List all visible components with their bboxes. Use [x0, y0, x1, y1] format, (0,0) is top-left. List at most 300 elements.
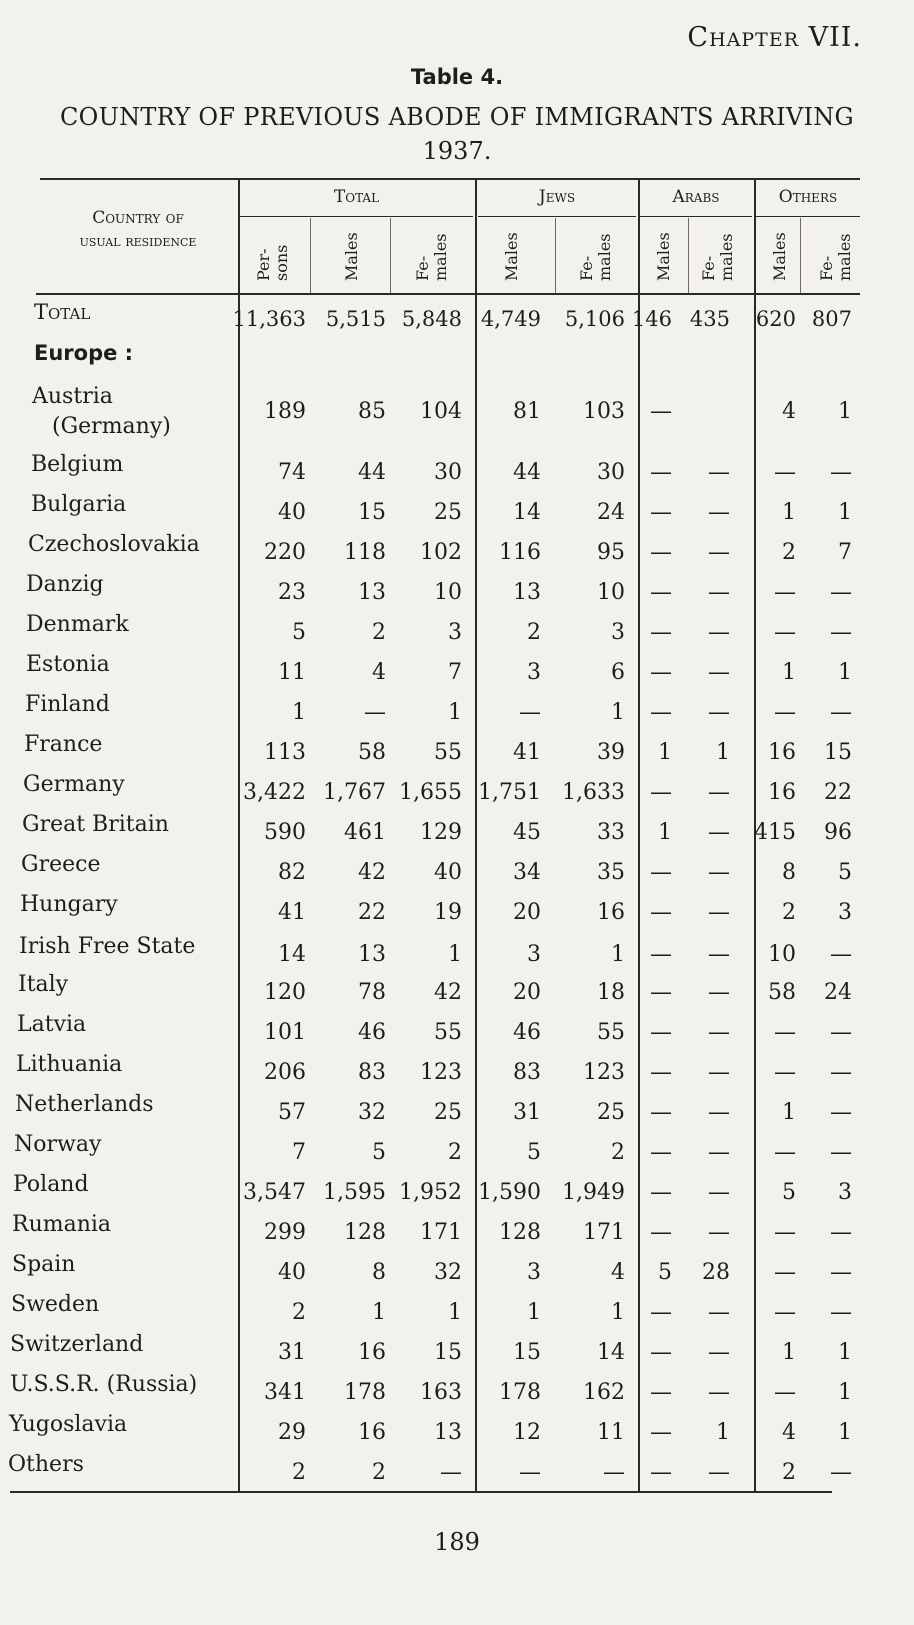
table-cell: —: [519, 1460, 541, 1485]
table-cell: 116: [499, 540, 541, 565]
table-cell: 1: [611, 700, 625, 725]
table-cell: 13: [358, 580, 386, 605]
table-cell: —: [650, 1100, 672, 1125]
table-cell: 2: [782, 1460, 796, 1485]
table-cell: —: [830, 1260, 852, 1285]
table-cell: —: [650, 1340, 672, 1365]
subheader-3: [503, 211, 521, 281]
table-cell: 1: [448, 1300, 462, 1325]
table-cell: —: [708, 580, 730, 605]
table-cell: 30: [434, 460, 462, 485]
table-cell: 102: [420, 540, 462, 565]
table-cell: —: [830, 460, 852, 485]
table-cell: —: [650, 1420, 672, 1445]
table-cell: 14: [278, 942, 306, 967]
table-cell: —: [650, 860, 672, 885]
table-cell: 74: [278, 460, 306, 485]
subcolumn-divider: [310, 218, 311, 293]
group-header-total: Total: [333, 187, 380, 207]
table-cell: 15: [513, 1340, 541, 1365]
table-cell: 85: [358, 399, 386, 424]
table-cell: —: [774, 1060, 796, 1085]
header-top-rule: [40, 178, 860, 180]
table-cell: —: [650, 1380, 672, 1405]
table-cell: 4: [611, 1260, 625, 1285]
table-cell: 32: [434, 1260, 462, 1285]
table-cell: 41: [513, 740, 541, 765]
table-cell: 28: [702, 1260, 730, 1285]
table-cell: 590: [264, 820, 306, 845]
table-cell: 5: [292, 620, 306, 645]
row-label: Norway: [14, 1132, 102, 1157]
table-cell: 104: [420, 399, 462, 424]
table-cell: 46: [513, 1020, 541, 1045]
table-cell: 40: [278, 500, 306, 525]
subheader-text: males: [431, 233, 450, 281]
table-cell: 15: [358, 500, 386, 525]
table-cell: —: [650, 399, 672, 424]
row-label-continued: (Germany): [52, 414, 171, 439]
row-label: U.S.S.R. (Russia): [10, 1372, 198, 1397]
table-cell: 1: [782, 500, 796, 525]
table-cell: —: [708, 820, 730, 845]
table-cell: 3: [527, 942, 541, 967]
table-cell: 103: [583, 399, 625, 424]
table-cell: 4,749: [480, 307, 541, 331]
table-cell: 3,422: [243, 780, 306, 805]
table-cell: 1,595: [323, 1180, 386, 1205]
table-cell: —: [774, 1020, 796, 1045]
table-cell: 81: [513, 399, 541, 424]
table-cell: —: [708, 780, 730, 805]
table-cell: —: [650, 580, 672, 605]
table-cell: 1,633: [562, 780, 625, 805]
table-cell: 25: [597, 1100, 625, 1125]
country-header-line2: usual residence: [79, 232, 197, 250]
row-label: Estonia: [26, 652, 110, 677]
table-title-line1: COUNTRY OF PREVIOUS ABODE OF IMMIGRANTS ARRIVING: [59, 103, 855, 131]
row-label: Netherlands: [15, 1092, 154, 1117]
row-label: Denmark: [26, 612, 129, 637]
table-cell: 16: [768, 780, 796, 805]
table-cell: 10: [597, 580, 625, 605]
table-cell: —: [650, 1060, 672, 1085]
table-cell: —: [830, 620, 852, 645]
table-cell: —: [708, 620, 730, 645]
table-cell: 8: [372, 1260, 386, 1285]
table-cell: 1: [782, 660, 796, 685]
table-cell: 7: [292, 1140, 306, 1165]
table-cell: 435: [689, 307, 730, 331]
table-cell: 178: [344, 1380, 386, 1405]
table-cell: —: [708, 540, 730, 565]
table-cell: —: [708, 500, 730, 525]
table-cell: —: [708, 660, 730, 685]
table-cell: 128: [344, 1220, 386, 1245]
table-cell: 3: [838, 1180, 852, 1205]
table-cell: 129: [420, 820, 462, 845]
table-cell: 1: [782, 1340, 796, 1365]
table-cell: 2: [292, 1460, 306, 1485]
table-cell: —: [774, 700, 796, 725]
subheader-text: Fe-: [699, 255, 718, 281]
table-cell: 35: [597, 860, 625, 885]
table-cell: 44: [358, 460, 386, 485]
table-cell: —: [774, 1300, 796, 1325]
table-cell: —: [650, 1140, 672, 1165]
table-cell: 1: [372, 1300, 386, 1325]
table-cell: 1: [838, 1420, 852, 1445]
table-cell: 1,952: [399, 1180, 462, 1205]
table-cell: —: [830, 580, 852, 605]
table-cell: 18: [597, 980, 625, 1005]
table-cell: 55: [434, 1020, 462, 1045]
table-cell: 11: [597, 1420, 625, 1445]
subheader-text: Males: [654, 232, 673, 281]
row-label: Poland: [13, 1172, 89, 1197]
group-header-others: Others: [778, 187, 838, 207]
table-cell: 83: [513, 1060, 541, 1085]
table-cell: 4: [782, 1420, 796, 1445]
country-header-line1: Country of: [92, 208, 184, 228]
table-cell: 13: [513, 580, 541, 605]
table-cell: 13: [434, 1420, 462, 1445]
table-cell: 78: [358, 980, 386, 1005]
table-cell: —: [830, 942, 852, 967]
table-cell: —: [650, 1020, 672, 1045]
subheader-text: Fe-: [817, 255, 836, 281]
table-cell: 58: [768, 980, 796, 1005]
table-cell: 96: [824, 820, 852, 845]
table-cell: —: [830, 1220, 852, 1245]
table-cell: 5: [527, 1140, 541, 1165]
table-cell: —: [650, 460, 672, 485]
table-cell: 2: [372, 1460, 386, 1485]
table-cell: —: [708, 1100, 730, 1125]
page-number: 189: [434, 1528, 480, 1556]
row-label: Latvia: [17, 1012, 87, 1037]
table-cell: —: [708, 1300, 730, 1325]
table-cell: 1,767: [323, 780, 386, 805]
row-label: Switzerland: [10, 1332, 144, 1357]
table-cell: 7: [838, 540, 852, 565]
subheader-8: [818, 211, 854, 281]
table-cell: 14: [597, 1340, 625, 1365]
table-cell: —: [708, 942, 730, 967]
table-cell: —: [774, 1140, 796, 1165]
subheader-4: [578, 211, 614, 281]
table-cell: 101: [264, 1020, 306, 1045]
row-label: France: [24, 732, 103, 757]
table-cell: 7: [448, 660, 462, 685]
subheader-1: [343, 211, 361, 281]
row-label: Bulgaria: [31, 492, 127, 517]
table-number: Table 4.: [410, 65, 504, 89]
table-cell: —: [708, 860, 730, 885]
subheader-0: [255, 211, 291, 281]
table-cell: —: [774, 1220, 796, 1245]
table-cell: 12: [513, 1420, 541, 1445]
table-cell: 11,363: [232, 307, 306, 331]
table-cell: 3: [448, 620, 462, 645]
table-cell: 2: [782, 540, 796, 565]
table-cell: —: [650, 1180, 672, 1205]
table-cell: 341: [264, 1380, 306, 1405]
table-cell: 1: [658, 820, 672, 845]
table-cell: 807: [811, 307, 852, 331]
table-cell: 25: [434, 500, 462, 525]
table-cell: 30: [597, 460, 625, 485]
subheader-7: [771, 211, 789, 281]
table-cell: —: [364, 700, 386, 725]
table-cell: —: [650, 660, 672, 685]
subheader-2: [414, 211, 450, 281]
table-cell: 3: [527, 660, 541, 685]
table-cell: 1: [716, 1420, 730, 1445]
table-cell: —: [708, 1140, 730, 1165]
table-cell: 4: [782, 399, 796, 424]
row-label: Greece: [21, 852, 101, 877]
table-cell: —: [650, 980, 672, 1005]
row-label: Great Britain: [22, 812, 169, 837]
table-cell: 2: [527, 620, 541, 645]
table-cell: 1: [611, 942, 625, 967]
table-cell: —: [708, 1060, 730, 1085]
table-cell: 1,751: [478, 780, 541, 805]
table-cell: —: [440, 1460, 462, 1485]
table-cell: —: [774, 1260, 796, 1285]
table-cell: 5,848: [401, 307, 462, 331]
table-cell: 3: [527, 1260, 541, 1285]
row-label: Lithuania: [16, 1052, 123, 1077]
table-cell: 1,949: [562, 1180, 625, 1205]
table-cell: —: [650, 700, 672, 725]
table-cell: 83: [358, 1060, 386, 1085]
table-cell: 1: [292, 700, 306, 725]
table-cell: —: [650, 500, 672, 525]
table-cell: 5,106: [564, 307, 625, 331]
table-cell: 1: [838, 399, 852, 424]
table-cell: 16: [358, 1340, 386, 1365]
table-cell: 31: [513, 1100, 541, 1125]
table-cell: 3: [838, 900, 852, 925]
table-cell: 189: [264, 399, 306, 424]
table-cell: 22: [824, 780, 852, 805]
table-cell: 2: [292, 1300, 306, 1325]
table-cell: 128: [499, 1220, 541, 1245]
table-cell: 162: [583, 1380, 625, 1405]
table-cell: 1,655: [399, 780, 462, 805]
table-cell: —: [830, 1060, 852, 1085]
table-cell: 123: [583, 1060, 625, 1085]
table-cell: 220: [264, 540, 306, 565]
table-title-line2: 1937.: [422, 137, 492, 165]
table-cell: 40: [278, 1260, 306, 1285]
table-cell: 5: [658, 1260, 672, 1285]
table-cell: 171: [583, 1220, 625, 1245]
table-cell: 1: [658, 740, 672, 765]
header-bottom-rule: [36, 293, 860, 295]
table-cell: 146: [631, 307, 672, 331]
table-cell: —: [650, 1220, 672, 1245]
table-cell: 33: [597, 820, 625, 845]
table-cell: 24: [824, 980, 852, 1005]
table-cell: 3: [611, 620, 625, 645]
table-cell: —: [708, 1380, 730, 1405]
table-cell: —: [830, 1100, 852, 1125]
table-cell: 40: [434, 860, 462, 885]
subcolumn-divider: [390, 218, 391, 293]
table-cell: 1: [716, 740, 730, 765]
table-cell: —: [708, 460, 730, 485]
row-label: Belgium: [31, 452, 124, 477]
table-cell: —: [519, 700, 541, 725]
subheader-5: [655, 211, 673, 281]
table-cell: —: [650, 1300, 672, 1325]
table-cell: 16: [597, 900, 625, 925]
table-cell: 42: [434, 980, 462, 1005]
table-bottom-rule: [10, 1491, 832, 1493]
table-cell: 5: [372, 1140, 386, 1165]
table-cell: 29: [278, 1420, 306, 1445]
table-cell: 16: [358, 1420, 386, 1445]
subcolumn-divider: [800, 218, 801, 293]
table-cell: —: [603, 1460, 625, 1485]
table-cell: 34: [513, 860, 541, 885]
group-header-arabs: Arabs: [672, 187, 720, 207]
table-cell: —: [708, 1180, 730, 1205]
table-cell: 32: [358, 1100, 386, 1125]
table-cell: —: [774, 460, 796, 485]
row-label: Irish Free State: [19, 934, 196, 959]
row-label: Total: [34, 300, 91, 324]
subheader-text: sons: [272, 244, 291, 281]
table-cell: 42: [358, 860, 386, 885]
table-cell: 118: [344, 540, 386, 565]
table-cell: —: [708, 900, 730, 925]
table-cell: 415: [754, 820, 796, 845]
table-cell: 1: [448, 700, 462, 725]
row-label: Rumania: [12, 1212, 112, 1237]
table-cell: —: [830, 1300, 852, 1325]
subcolumn-divider: [688, 218, 689, 293]
table-cell: 620: [755, 307, 796, 331]
row-label: Europe :: [34, 341, 134, 365]
table-cell: 5,515: [325, 307, 386, 331]
subheader-text: males: [835, 233, 854, 281]
group-header-jews: Jews: [538, 187, 576, 207]
table-cell: 2: [372, 620, 386, 645]
table-cell: 46: [358, 1020, 386, 1045]
table-cell: 20: [513, 980, 541, 1005]
table-cell: —: [830, 1020, 852, 1045]
table-cell: —: [650, 540, 672, 565]
table-cell: 1: [838, 500, 852, 525]
table-cell: 31: [278, 1340, 306, 1365]
table-cell: 1: [838, 1380, 852, 1405]
table-cell: 178: [499, 1380, 541, 1405]
table-cell: 1: [448, 942, 462, 967]
table-cell: —: [708, 1020, 730, 1045]
table-cell: 22: [358, 900, 386, 925]
subheader-text: males: [595, 233, 614, 281]
table-cell: —: [650, 780, 672, 805]
table-cell: —: [830, 700, 852, 725]
row-label: Finland: [25, 692, 110, 717]
table-cell: 39: [597, 740, 625, 765]
table-cell: —: [774, 620, 796, 645]
row-label: Italy: [18, 972, 69, 997]
table-cell: 2: [611, 1140, 625, 1165]
table-cell: 45: [513, 820, 541, 845]
table-cell: 55: [434, 740, 462, 765]
table-cell: —: [708, 700, 730, 725]
subheader-text: Per-: [254, 248, 273, 281]
table-cell: 58: [358, 740, 386, 765]
table-cell: 163: [420, 1380, 462, 1405]
table-cell: —: [650, 620, 672, 645]
table-cell: 4: [372, 660, 386, 685]
row-label: Danzig: [26, 572, 104, 597]
table-cell: 25: [434, 1100, 462, 1125]
table-cell: —: [774, 1380, 796, 1405]
subheader-text: Males: [342, 232, 361, 281]
row-label: Others: [8, 1452, 84, 1477]
table-cell: 82: [278, 860, 306, 885]
table-cell: 5: [838, 860, 852, 885]
subheader-6: [700, 211, 736, 281]
table-cell: 10: [434, 580, 462, 605]
table-cell: 44: [513, 460, 541, 485]
table-cell: 1: [527, 1300, 541, 1325]
table-cell: 299: [264, 1220, 306, 1245]
table-cell: 461: [344, 820, 386, 845]
table-cell: —: [708, 1460, 730, 1485]
row-label: Germany: [23, 772, 125, 797]
table-cell: —: [830, 1140, 852, 1165]
table-cell: —: [708, 1220, 730, 1245]
table-cell: 113: [264, 740, 306, 765]
table-cell: —: [774, 580, 796, 605]
table-cell: 1,590: [478, 1180, 541, 1205]
table-cell: 3,547: [243, 1180, 306, 1205]
table-cell: —: [650, 900, 672, 925]
table-cell: 55: [597, 1020, 625, 1045]
table-cell: 14: [513, 500, 541, 525]
row-label: Sweden: [11, 1292, 100, 1317]
table-cell: 23: [278, 580, 306, 605]
subheader-text: Fe-: [577, 255, 596, 281]
subheader-text: Males: [502, 232, 521, 281]
table-cell: 5: [782, 1180, 796, 1205]
table-cell: 13: [358, 942, 386, 967]
table-cell: —: [708, 980, 730, 1005]
table-cell: 120: [264, 980, 306, 1005]
table-cell: —: [708, 1340, 730, 1365]
table-cell: 57: [278, 1100, 306, 1125]
table-cell: —: [650, 942, 672, 967]
row-label: Austria: [32, 384, 113, 409]
table-cell: 1: [838, 1340, 852, 1365]
table-cell: 8: [782, 860, 796, 885]
table-cell: 1: [838, 660, 852, 685]
table-cell: 1: [782, 1100, 796, 1125]
subheader-text: males: [717, 233, 736, 281]
subheader-text: Males: [770, 232, 789, 281]
row-label: Czechoslovakia: [28, 532, 200, 557]
subheader-text: Fe-: [413, 255, 432, 281]
table-cell: 16: [768, 740, 796, 765]
